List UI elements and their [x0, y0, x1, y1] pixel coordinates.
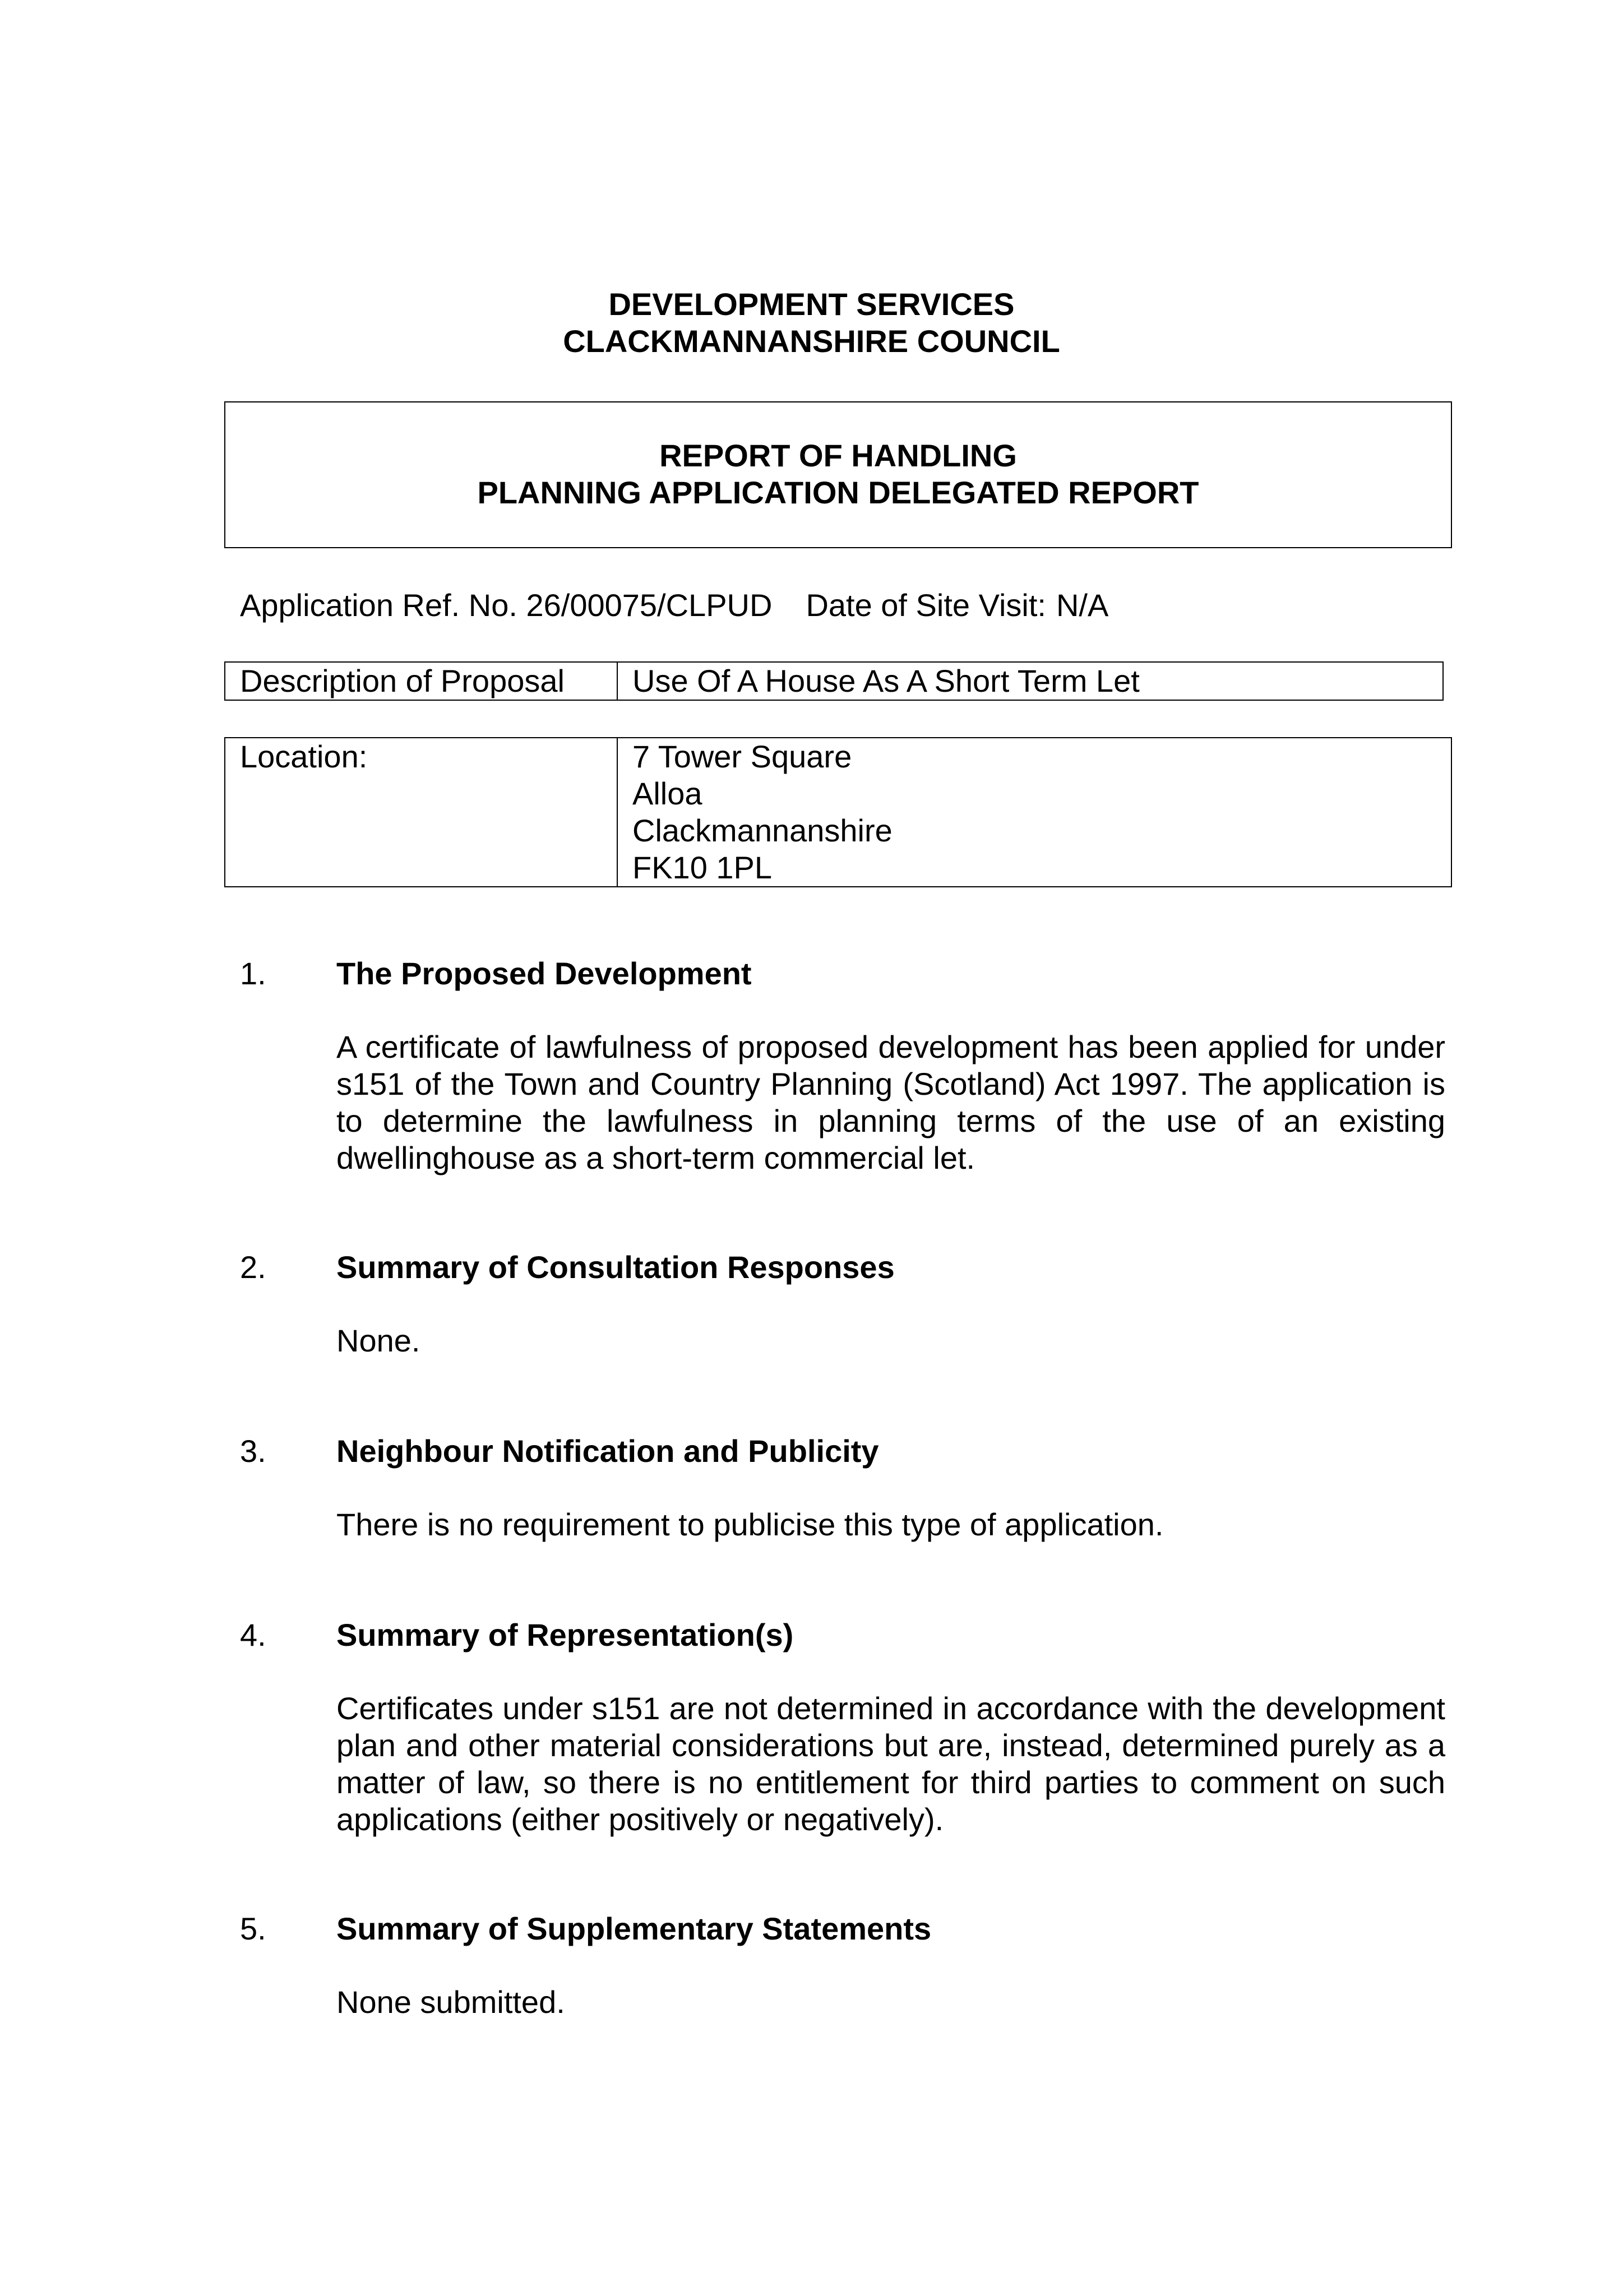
section-heading: Summary of Consultation Responses [336, 1249, 895, 1285]
location-value [618, 738, 1451, 886]
report-subtitle: PLANNING APPLICATION DELEGATED REPORT [477, 475, 1199, 510]
header-department: DEVELOPMENT SERVICES [608, 286, 1015, 322]
description-value: Use Of A House As A Short Term Let [632, 663, 1140, 698]
location-line: FK10 1PL [632, 850, 773, 885]
description-table [224, 661, 1444, 701]
section-heading: Summary of Supplementary Statements [336, 1911, 932, 1946]
section-body: None. [336, 1323, 420, 1358]
report-title: REPORT OF HANDLING [659, 438, 1017, 473]
site-visit-value: N/A [1056, 587, 1109, 623]
section-heading: The Proposed Development [336, 956, 752, 991]
section-body: A certificate of lawfulness of proposed development has been applied for under s151 of the Town and Country Planning (Scotland) Act 1997. The application is to determine the lawfulness in planning terms of the use of an existing dwellinghouse as a short-term commercial let. [336, 1029, 1445, 1175]
section-number: 3. [240, 1433, 266, 1469]
application-ref-value: 26/00075/CLPUD [526, 587, 773, 623]
section-number: 5. [240, 1911, 266, 1946]
section-heading: Neighbour Notification and Publicity [336, 1433, 879, 1469]
section-body: There is no requirement to publicise this type of application. [336, 1507, 1164, 1542]
section-number: 4. [240, 1617, 266, 1652]
document-header [0, 286, 1623, 360]
section-number: 2. [240, 1249, 266, 1285]
section-heading: Summary of Representation(s) [336, 1617, 794, 1652]
site-visit-label: Date of Site Visit: [806, 587, 1046, 623]
location-line: 7 Tower Square [632, 739, 852, 774]
location-line: Clackmannanshire [632, 813, 893, 848]
location-line: Alloa [632, 776, 702, 811]
application-ref-label: Application Ref. No. [240, 587, 517, 623]
report-title-box [224, 401, 1452, 548]
description-label: Description of Proposal [225, 663, 618, 700]
location-label: Location: [225, 738, 618, 886]
header-council: CLACKMANNANSHIRE COUNCIL [563, 323, 1060, 359]
section-body: Certificates under s151 are not determined in accordance with the development plan and other material considerations but are, instead, determined purely as a matter of law, so there is no entitlement for third parties to comment on such applications (either positively or negatively). [336, 1691, 1445, 1837]
section-body: None submitted. [336, 1984, 565, 2020]
application-reference-line [240, 587, 1108, 624]
location-table [224, 737, 1452, 887]
section-number: 1. [240, 956, 266, 991]
